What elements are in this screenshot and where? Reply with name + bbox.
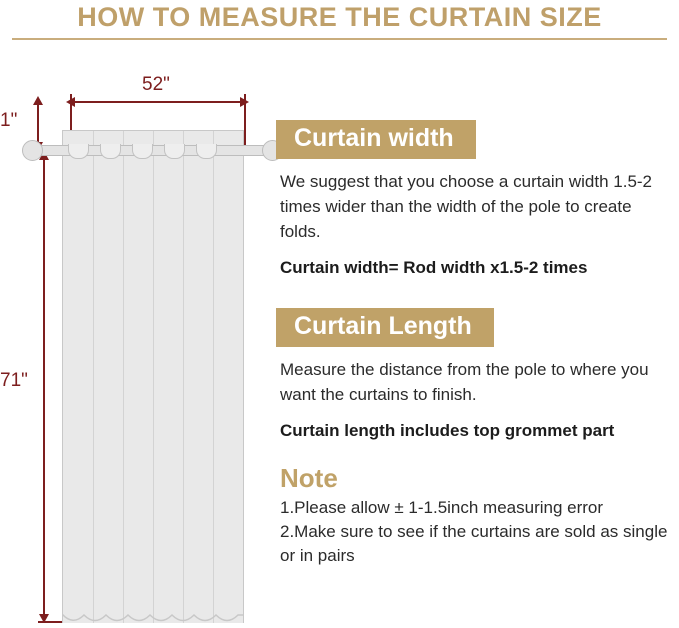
page-title: HOW TO MEASURE THE CURTAIN SIZE [77, 2, 602, 32]
curtain-length-formula: Curtain length includes top grommet part [280, 420, 615, 440]
height-dimension-line [43, 158, 45, 618]
rod-gap-label: 1" [0, 110, 18, 131]
curtain-fold [93, 131, 94, 623]
rod-finial-left-icon [22, 140, 43, 161]
curtain-length-heading: Curtain Length [276, 308, 494, 347]
curtain-width-banner-wrap [276, 120, 676, 159]
width-extension-right [244, 94, 246, 146]
curtain-hem [62, 614, 244, 628]
curtain-fold [213, 131, 214, 623]
curtain-fold [153, 131, 154, 623]
grommet-icon [68, 144, 89, 159]
curtain-panel [62, 130, 244, 623]
curtain-length-banner-wrap [276, 308, 676, 347]
grommet-icon [132, 144, 153, 159]
curtain-diagram [0, 48, 280, 628]
title-divider [12, 38, 667, 40]
grommet-icon [196, 144, 217, 159]
curtain-length-body: Measure the distance from the pole to where you want the curtains to finish. [280, 359, 649, 404]
curtain-width-body: We suggest that you choose a curtain width 1.5-2 times wider than the width of the pole to create folds. [280, 171, 653, 241]
height-dimension-label: 71" [0, 370, 28, 391]
rod-gap-arrow-up [33, 96, 43, 105]
note-line-2: 2.Make sure to see if the curtains are sold as single or in pairs [280, 521, 668, 565]
note-title: Note [280, 462, 338, 493]
grommet-icon [164, 144, 185, 159]
curtain-width-formula: Curtain width= Rod width x1.5-2 times [280, 257, 588, 277]
note-line-1: 1.Please allow ± 1-1.5inch measuring error [280, 497, 604, 517]
curtain-fold [123, 131, 124, 623]
curtain-fold [183, 131, 184, 623]
width-dimension-label: 52" [142, 74, 170, 95]
curtain-width-heading: Curtain width [276, 120, 476, 159]
width-dimension-line [72, 101, 244, 103]
instructions-column [276, 120, 676, 568]
grommet-icon [100, 144, 121, 159]
section-spacer [276, 278, 676, 308]
